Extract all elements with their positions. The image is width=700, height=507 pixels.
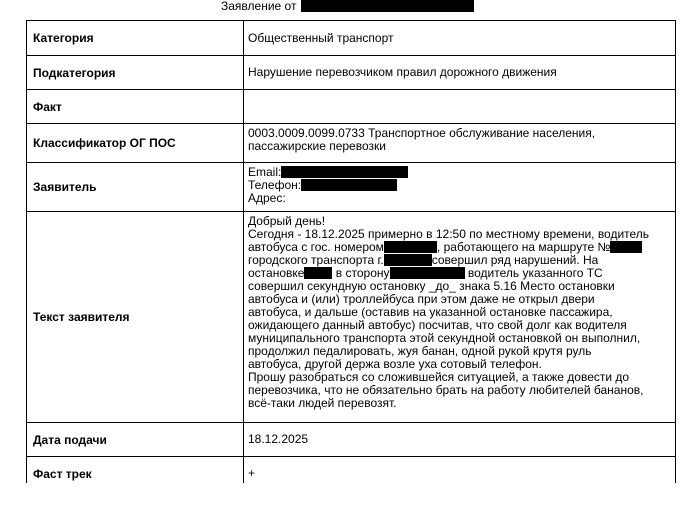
table-row <box>27 423 676 457</box>
text-line: автобуса, другой держа возле уха сотовый телефон. <box>248 357 542 371</box>
table-row <box>27 163 676 212</box>
text-line: перевозчика, что не обязательно брать на работу любителей бананов, <box>248 383 644 397</box>
redacted-block <box>384 241 437 253</box>
applicant-address <box>248 192 671 205</box>
header-title: Заявление от <box>221 0 297 13</box>
classifier-value <box>244 124 676 163</box>
text-fragment: водитель указанного ТС <box>467 266 603 280</box>
text-line: совершил секундную остановку _до_ знака 5.16 Место остановки <box>248 279 615 293</box>
date-value: 18.12.2025 <box>244 423 676 457</box>
text-fragment: , работающего на маршруте № <box>436 240 611 254</box>
text-line: муниципального транспорта этой секундной остановкой он выполнил, <box>248 331 641 345</box>
redacted-block <box>304 267 332 279</box>
applicant-value <box>244 163 676 212</box>
redacted-block <box>384 254 432 266</box>
applicant-text-value <box>244 212 676 423</box>
table-row <box>27 90 676 124</box>
classifier-label: Классификатор ОГ ПОС <box>27 124 244 163</box>
address-label: Адрес: <box>248 191 286 205</box>
text-line: Добрый день! <box>248 214 326 228</box>
redacted-block <box>610 241 642 253</box>
text-line: Прошу разобраться со сложившейся ситуацией, а также довести до <box>248 370 630 384</box>
text-line: автобуса и (или) троллейбуса при этом даже не открыл двери <box>248 292 595 306</box>
redacted-block <box>301 0 474 12</box>
date-label: Дата подачи <box>27 423 244 457</box>
fact-value <box>244 90 676 124</box>
table-row <box>27 21 676 56</box>
redacted-block <box>301 179 397 191</box>
subcategory-label: Подкатегория <box>27 56 244 90</box>
text-fragment: городского транспорта г. <box>248 253 384 267</box>
subcategory-value: Нарушение перевозчиком правил дорожного движения <box>244 56 676 90</box>
applicant-text-label: Текст заявителя <box>27 212 244 423</box>
application-table <box>26 20 676 491</box>
text-line: ожидающего данный автобус) посчитав, что свой долг как водителя <box>248 318 627 332</box>
text-line: продолжил педалировать, жуя банан, одной рукой крутя руль <box>248 344 592 358</box>
text-fragment: совершил ряд нарушений. На <box>431 253 599 267</box>
fasttrack-value: + <box>244 457 676 491</box>
table-row <box>27 56 676 90</box>
text-fragment: автобуса с гос. номером <box>248 240 384 254</box>
email-label: Email: <box>248 165 282 179</box>
text-fragment: остановке <box>248 266 305 280</box>
redacted-block <box>281 166 408 178</box>
applicant-label: Заявитель <box>27 163 244 212</box>
category-value: Общественный транспорт <box>244 21 676 56</box>
text-line <box>248 254 671 267</box>
text-line: всё-таки людей перевозят. <box>248 396 397 410</box>
phone-label: Телефон: <box>248 178 302 192</box>
fact-label: Факт <box>27 90 244 124</box>
table-row <box>27 212 676 423</box>
text-line: автобуса, и дальше (оставив на указанной остановке пассажира, <box>248 305 613 319</box>
text-line: Сегодня - 18.12.2025 примерно в 12:50 по местному времени, водитель <box>248 227 650 241</box>
table-row <box>27 124 676 163</box>
classifier-line: пассажирские перевозки <box>248 139 386 153</box>
applicant-email <box>248 166 671 179</box>
classifier-line: 0003.0009.0099.0733 Транспортное обслуживание населения, <box>248 126 596 140</box>
text-fragment: в сторону <box>335 266 390 280</box>
applicant-phone <box>248 179 671 192</box>
category-label: Категория <box>27 21 244 56</box>
redacted-block <box>390 267 465 279</box>
document-header <box>0 0 700 14</box>
page-bottom-edge <box>0 483 700 507</box>
fasttrack-label: Фаст трек <box>27 457 244 491</box>
